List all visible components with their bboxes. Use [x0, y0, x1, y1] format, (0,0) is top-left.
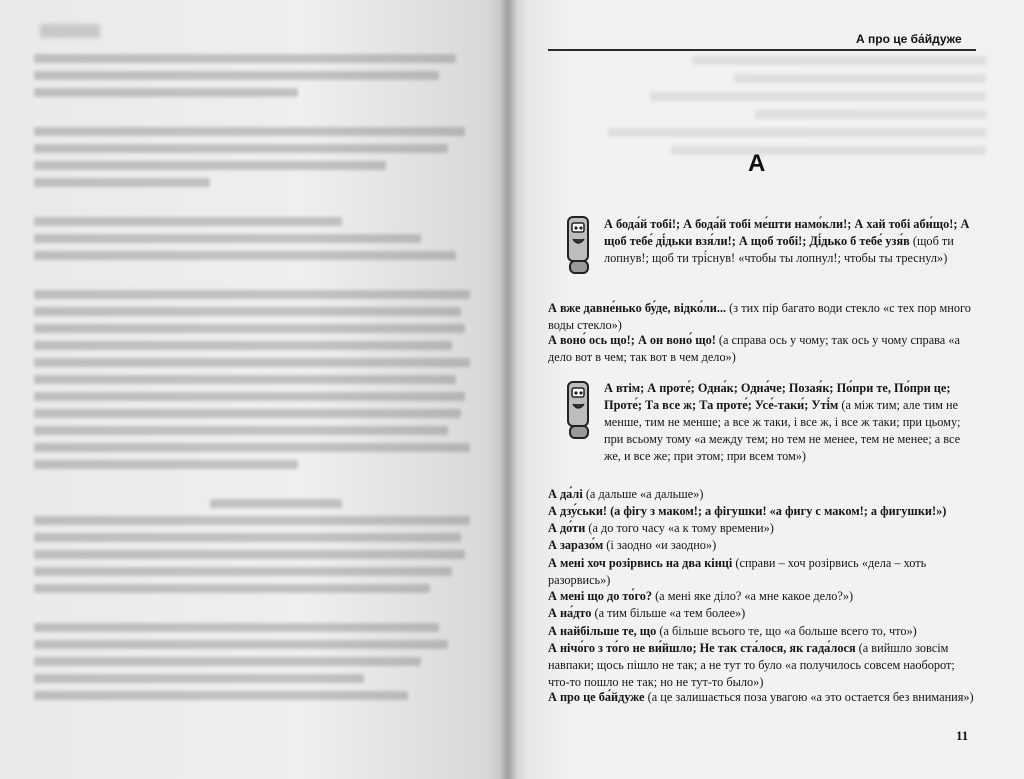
entry-note: (а більше всього те, що «а больше всего то, что») [656, 624, 917, 638]
dictionary-entry [548, 332, 974, 366]
dictionary-entry [604, 380, 974, 465]
entry-note: (а вийшло зовсім навпаки; щось пішло не так; а не тут то було «а получилось совсем наоборот; что-то пошло не так; но не тут-то было») [548, 641, 955, 689]
entry-note: (з тих пір багато води стекло «с тех пор много воды стекло») [548, 301, 971, 332]
entry-note: (а справа ось у чому; так ось у чому справа «а дело вот в чем; так вот в чем дело») [548, 333, 960, 364]
dictionary-entry [548, 605, 974, 622]
entry-term: А мені хоч розірвись на два кінці [548, 556, 733, 570]
entry-term: А мені що до то́го? [548, 589, 653, 603]
dictionary-entry [548, 689, 974, 706]
show-through-text [566, 56, 986, 196]
dictionary-entry [548, 520, 974, 537]
header-rule [548, 49, 976, 51]
entry-term: А бода́й тобі!; А бода́й тобі ме́шти намо́кли!; А хай тобі аби́що!; А щоб тебе́ ді́дьки взя́ли!; А щоб тобі!; Ді́дько б тебе́ узя́в [604, 217, 970, 248]
entry-term: А про це ба́йдуже [548, 690, 645, 704]
entry-note: (а дальше «а дальше») [582, 487, 704, 501]
phone-mascot-icon [566, 215, 594, 277]
book-gutter [500, 0, 518, 779]
entry-note: (щоб ти лопнув!; щоб ти трі́снув! «чтобы ты лопнул!; чтобы ты треснул») [604, 234, 954, 265]
entry-note: (і заодно «и заодно») [603, 538, 717, 552]
dictionary-entry [548, 300, 974, 334]
phone-mascot-icon [566, 380, 594, 442]
left-page-blurred [0, 0, 508, 779]
dictionary-entry [548, 588, 974, 605]
running-head: А про це ба́йдуже [856, 32, 962, 46]
entry-term: А заразо́м [548, 538, 604, 552]
dictionary-entry [548, 537, 974, 554]
entry-note: (а це залишається поза увагою «а это остается без внимания») [644, 690, 974, 704]
dictionary-entry [548, 623, 974, 640]
dictionary-entry [548, 640, 974, 691]
left-page-text-blur [34, 54, 474, 708]
entry-term: А до́ти [548, 521, 586, 535]
entry-term: А нічо́го з то́го не ви́йшло; Не так ста́лося, як гада́лося [548, 641, 856, 655]
entry-note: (а мені яке діло? «а мне какое дело?») [652, 589, 854, 603]
entry-term: А да́лі [548, 487, 583, 501]
entry-term: А вже давне́нько бу́де, відко́ли... [548, 301, 727, 315]
entry-note: (а тим більше «а тем более») [591, 606, 746, 620]
entry-term: А на́дто [548, 606, 592, 620]
entry-note: (а до того часу «а к тому времени») [585, 521, 774, 535]
dictionary-entry [548, 486, 974, 503]
dictionary-entry [604, 216, 974, 267]
dictionary-entry [548, 503, 974, 520]
entry-term: А воно́ ось що!; А он воно́ що! [548, 333, 716, 347]
page-number: 11 [956, 728, 969, 743]
entry-term: А дзу́ськи! (а фігу з маком!; а фігушки! «а фигу с маком!; а фигушки!») [548, 504, 947, 518]
entry-note: (а між тим; але тим не менше, тим не менше; а все ж таки, і все ж, і все ж таки; при цьому; при всьому тому «а между тем; но тем не менее, тем не менее; а все же, и все же; при этом; при всем том») [604, 398, 961, 463]
entry-term: А втім; А проте́; Одна́к; Одна́че; Позая́к; По́при те, По́при це; Проте́; Та все ж; Та проте́; Усе́-таки́; Уті́м [604, 381, 951, 412]
entry-term: А найбільше те, що [548, 624, 657, 638]
dictionary-entry [548, 555, 974, 589]
left-page-header-blur [40, 24, 100, 38]
entry-note: (справи – хоч розірвись «дела – хоть разорвись») [548, 556, 927, 587]
letter-heading: А [748, 150, 766, 177]
